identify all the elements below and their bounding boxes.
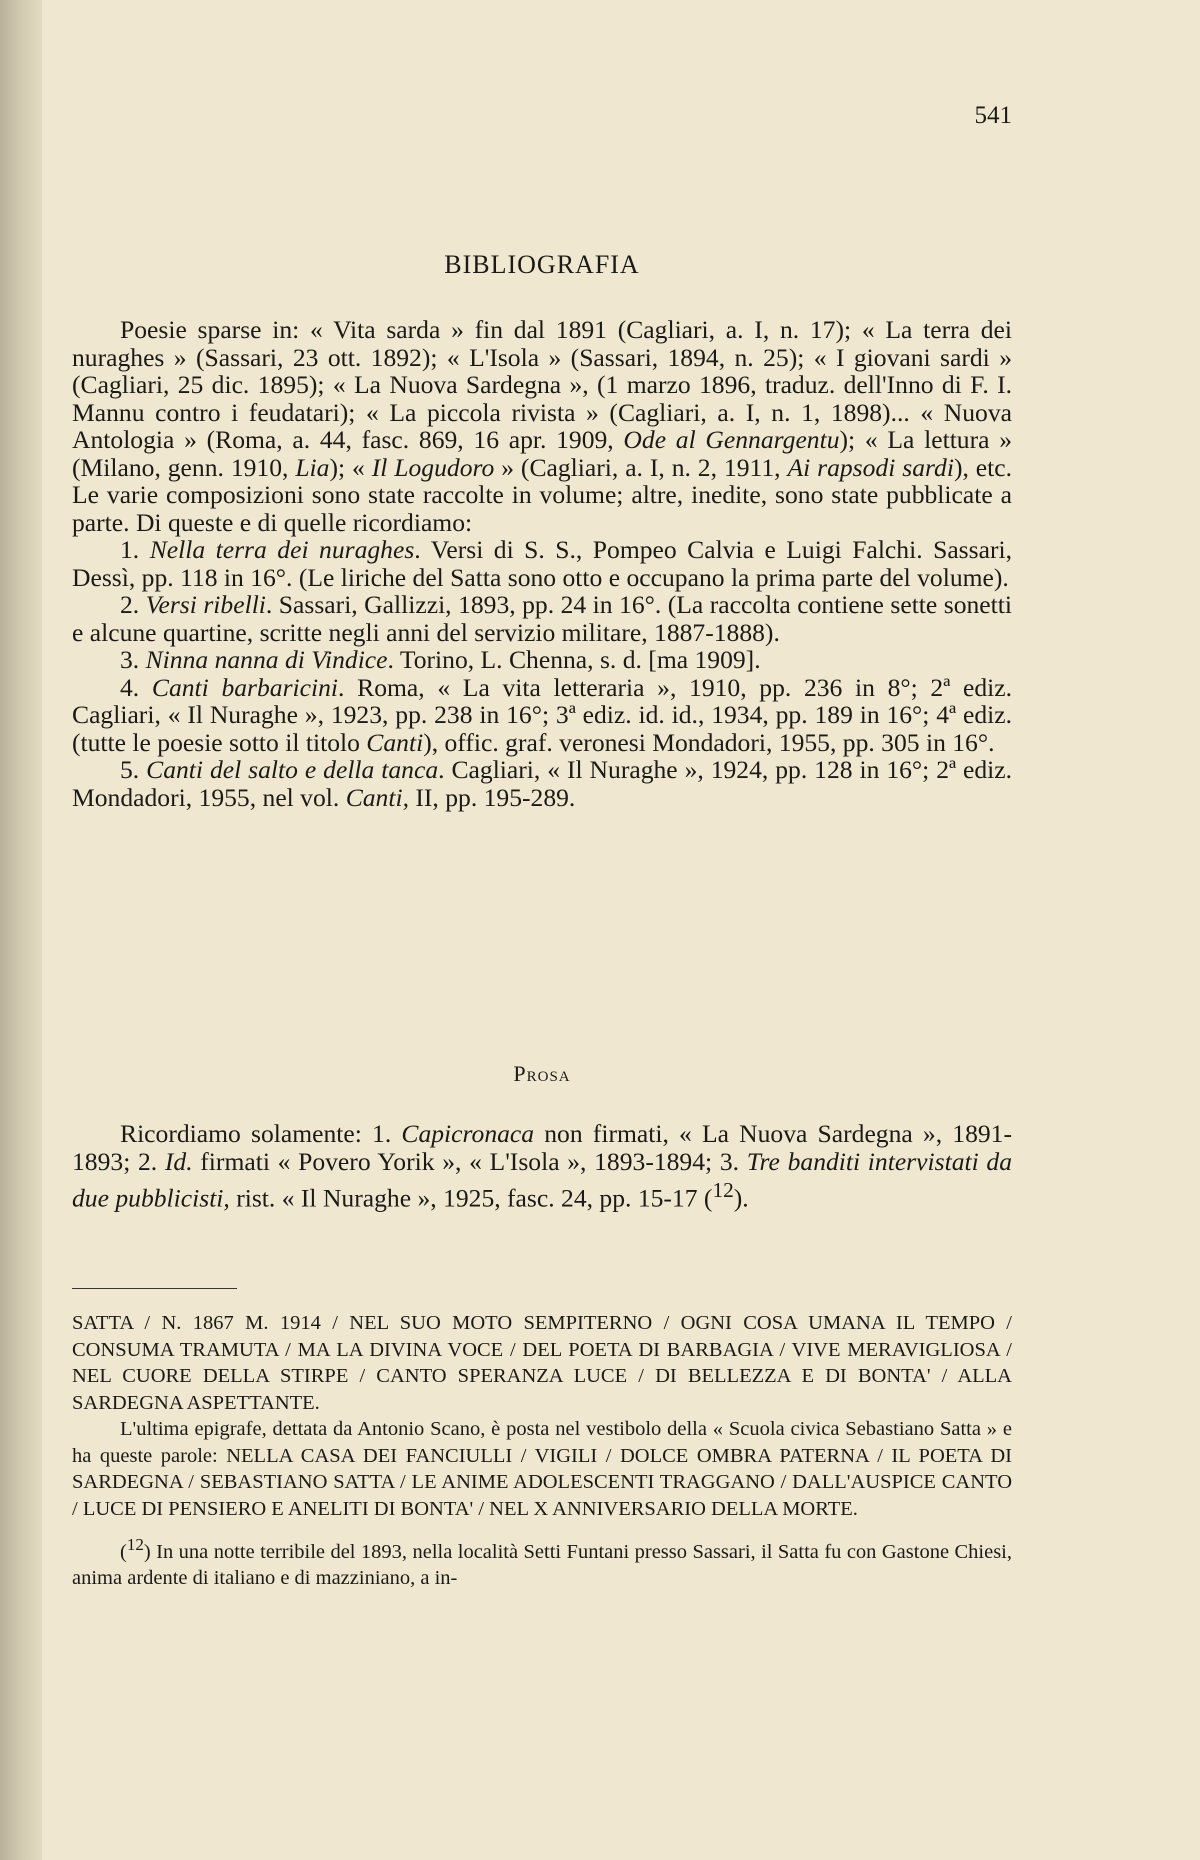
book-page: [72, 0, 1012, 1860]
footnote-marker: 12: [126, 1535, 144, 1554]
footnote-12: ($^{12}$) In una notte terribile del 1893, nella località Setti Funtani presso Sassari, il Satta fu con Gastone Chiesi, anima ardente di italiano e di mazziniano, a in-: [72, 1535, 1012, 1590]
prose-body: [72, 1120, 1012, 1213]
footnote-reference: 12: [712, 1178, 734, 1202]
footnotes: [72, 1310, 1012, 1592]
book-binding-shadow: [0, 0, 42, 1860]
footnote-divider: [72, 1288, 237, 1289]
bibliography-item-4: 4. Canti barbaricini. Roma, « La vita letteraria », 1910, pp. 236 in 8°; 2ª ediz. Cagliari, « Il Nuraghe », 1923, pp. 238 in 16°; 3ª ediz. id. id., 1934, pp. 189 in 16°; 4ª ediz. (tutte le poesie sotto il titolo Canti), offic. graf. veronesi Mondadori, 1955, pp. 305 in 16°.: [72, 672, 1012, 757]
second-epigraph-note: L'ultima epigrafe, dettata da Antonio Scano, è posta nel vestibolo della « Scuola civica Sebastiano Satta » e ha queste parole: NELLA CASA DEI FANCIULLI / VIGILI / DOLCE OMBRA PATERNA / IL POETA DI SARDEGNA / SEBASTIANO SATTA / LE ANIME ADOLESCENTI TRAGGANO / DALL'AUSPICE CANTO / LUCE DI PENSIERO E ANELITI DI BONTA' / NEL X ANNIVERSARIO DELLA MORTE.: [72, 1418, 1012, 1520]
page-number: 541: [974, 102, 1012, 129]
prose-paragraph: Ricordiamo solamente: 1. Capicronaca non firmati, « La Nuova Sardegna », 1891-1893; 2. Id. firmati « Povero Yorik », « L'Isola », 1893-1894; 3. Tre banditi intervistati da due pubblicisti, rist. « Il Nuraghe », 1925, fasc. 24, pp. 15-17 ($^{12}$).: [72, 1119, 1012, 1213]
epigraph-text: SATTA / N. 1867 M. 1914 / NEL SUO MOTO SEMPITERNO / OGNI COSA UMANA IL TEMPO / CONSUMA TRAMUTA / MA LA DIVINA VOCE / DEL POETA DI BARBAGIA / VIVE MERAVIGLIOSA / NEL CUORE DELLA STIRPE / CANTO SPERANZA LUCE / DI BELLEZZA E DI BONTA' / ALLA SARDEGNA ASPETTANTE.: [72, 1312, 1012, 1414]
prose-heading: Prosa: [513, 1061, 571, 1086]
bibliography-item-2: 2. Versi ribelli. Sassari, Gallizzi, 1893, pp. 24 in 16°. (La raccolta contiene sette sonetti e alcune quartine, scritte negli anni del servizio militare, 1887-1888).: [72, 590, 1013, 647]
section-title: BIBLIOGRAFIA: [444, 250, 640, 279]
bibliography-body: [72, 316, 1012, 811]
bibliography-item-1: 1. Nella terra dei nuraghes. Versi di S. S., Pompeo Calvia e Luigi Falchi. Sassari, Dessì, pp. 118 in 16°. (Le liriche del Satta sono otto e occupano la prima parte del volume).: [72, 535, 1012, 592]
bibliography-item-5: 5. Canti del salto e della tanca. Cagliari, « Il Nuraghe », 1924, pp. 128 in 16°; 2ª ediz. Mondadori, 1955, nel vol. Canti, II, pp. 195-289.: [72, 755, 1013, 812]
bibliography-intro: Poesie sparse in: « Vita sarda » fin dal 1891 (Cagliari, a. I, n. 17); « La terra dei nuraghes » (Sassari, 23 ott. 1892); « L'Isola » (Sassari, 1894, n. 25); « I giovani sardi » (Cagliari, 25 dic. 1895); « La Nuova Sardegna », (1 marzo 1896, traduz. dell'Inno di F. I. Mannu contro i feudatari); « La piccola rivista » (Cagliari, a. I, n. 1, 1898)... « Nuova Antologia » (Roma, a. 44, fasc. 869, 16 apr. 1909, Ode al Gennargentu); « La lettura » (Milano, genn. 1910, Lia); « Il Logudoro » (Cagliari, a. I, n. 2, 1911, Ai rapsodi sardi), etc. Le varie composizioni sono state raccolte in volume; altre, inedite, sono state pubblicate a parte. Di queste e di quelle ricordiamo:: [72, 315, 1013, 537]
bibliography-item-3: 3. Ninna nanna di Vindice. Torino, L. Chenna, s. d. [ma 1909].: [120, 645, 761, 674]
